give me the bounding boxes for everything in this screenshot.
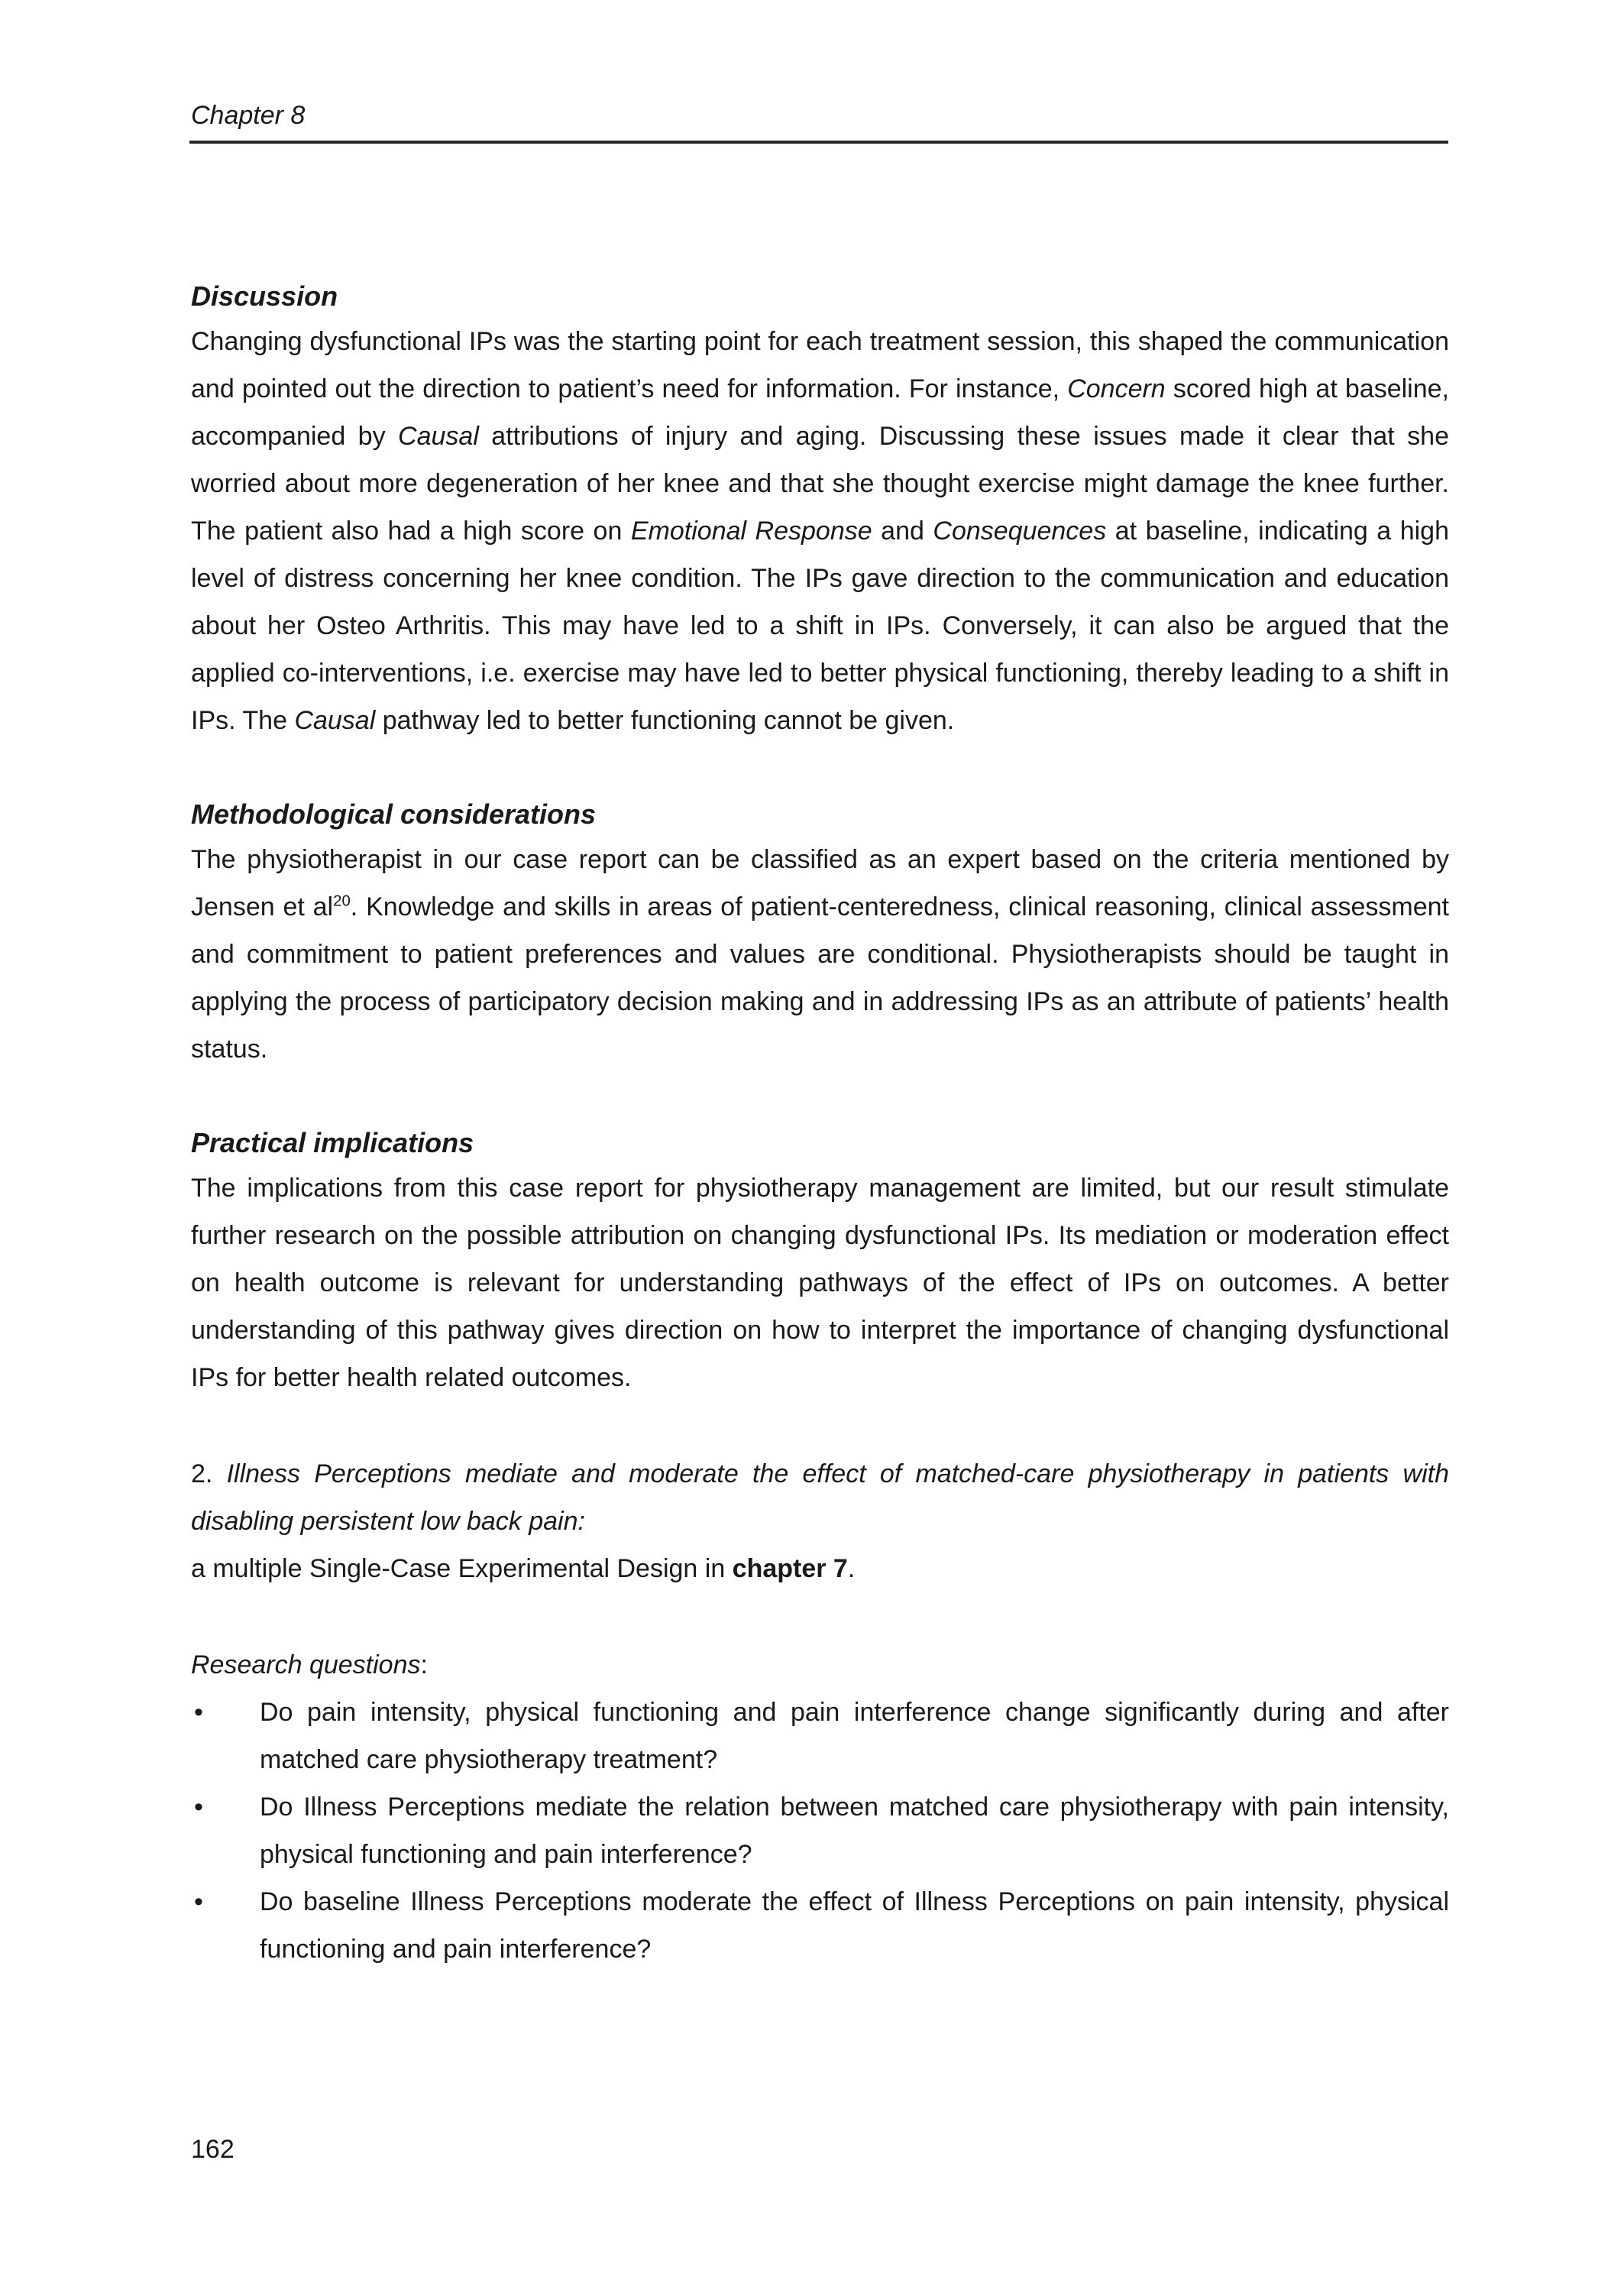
research-question-item	[191, 1878, 1449, 1973]
research-questions-list	[191, 1689, 1449, 1973]
numbered-study-title: 2. Illness Perceptions mediate and moderate the effect of matched-care physiotherapy in patients with disabling persistent low back pain:	[191, 1459, 1449, 1536]
numbered-study-subtitle: a multiple Single-Case Experimental Design in chapter 7.	[191, 1554, 856, 1583]
section-heading-discussion: Discussion	[191, 280, 338, 312]
practical-paragraph: The implications from this case report for physiotherapy management are limited, but our result stimulate further research on the possible attribution on changing dysfunctional IPs. Its mediation or moderation effect on health outcome is relevant for understanding pathways of the effect of IPs on outcomes. A better understanding of this pathway gives direction on how to interpret the importance of changing dysfunctional IPs for better health related outcomes.	[191, 1174, 1449, 1392]
research-question-item	[191, 1689, 1449, 1783]
page-number: 162	[191, 2135, 235, 2164]
running-header-chapter: Chapter 8	[191, 101, 306, 130]
section-heading-practical-implications: Practical implications	[191, 1127, 474, 1158]
research-question-item	[191, 1783, 1449, 1878]
research-question-text: Do baseline Illness Perceptions moderate the effect of Illness Perceptions on pain intensity, physical functioning and pain interference?	[260, 1887, 1449, 1964]
header-rule	[189, 141, 1448, 144]
discussion-paragraph: Changing dysfunctional IPs was the starting point for each treatment session, this shaped the communication and pointed out the direction to patient’s need for information. For instance, Concern scored high at baseline, accompanied by Causal attributions of injury and aging. Discussing these issues made it clear that she worried about more degeneration of her knee and that she thought exercise might damage the knee further. The patient also had a high score on Emotional Response and Consequences at baseline, indicating a high level of distress concerning her knee condition. The IPs gave direction to the communication and education about her Osteo Arthritis. This may have led to a shift in IPs. Conversely, it can also be argued that the applied co-interventions, i.e. exercise may have led to better physical functioning, thereby leading to a shift in IPs. The Causal pathway led to better functioning cannot be given.	[191, 327, 1450, 735]
bullet-icon: •	[194, 1887, 203, 1916]
bullet-icon: •	[194, 1698, 203, 1727]
research-questions-label: Research questions:	[191, 1650, 428, 1679]
research-question-text: Do Illness Perceptions mediate the relation between matched care physiotherapy with pain intensity, physical functioning and pain interference?	[260, 1793, 1449, 1869]
section-heading-methodological-considerations: Methodological considerations	[191, 798, 597, 830]
bullet-icon: •	[194, 1793, 203, 1822]
page-content	[191, 275, 1449, 1973]
methodological-paragraph: The physiotherapist in our case report can be classified as an expert based on the criteria mentioned by Jensen et $al^{20}$. Knowledge and skills in areas of patient-centeredness, clinical reasoning, clinical assessment and commitment to patient preferences and values are conditional. Physiotherapists should be taught in applying the process of participatory decision making and in addressing IPs as an attribute of patients’ health status.	[191, 845, 1449, 1064]
research-question-text: Do pain intensity, physical functioning and pain interference change significantly during and after matched care physiotherapy treatment?	[260, 1698, 1449, 1774]
